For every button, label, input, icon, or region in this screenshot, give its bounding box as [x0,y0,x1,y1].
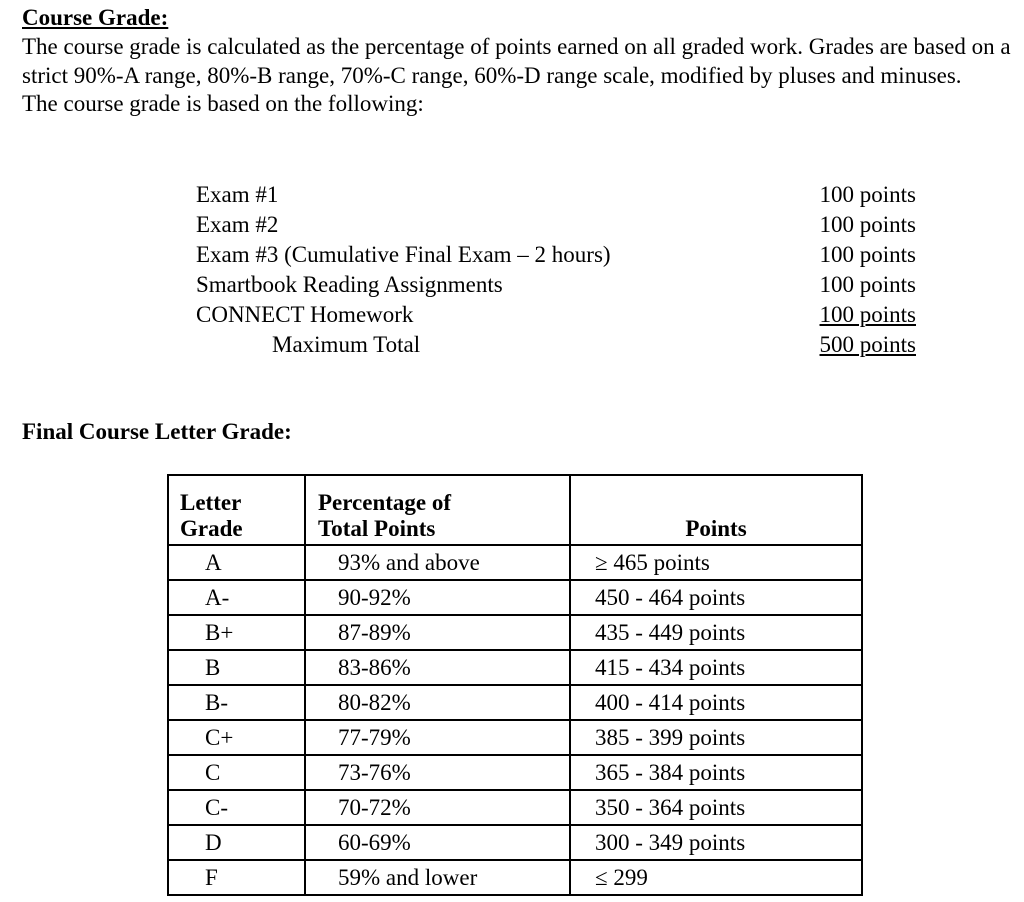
points-cell: 400 - 414 points [570,685,862,720]
letter-grade-cell: C+ [168,720,305,755]
table-row [168,860,862,895]
table-row [168,545,862,580]
table-row [168,580,862,615]
component-points: 100 points [819,182,916,207]
percentage-cell: 93% and above [305,545,570,580]
percentage-cell: 60-69% [305,825,570,860]
table-row [168,615,862,650]
points-cell: ≤ 299 [570,860,862,895]
table-row [168,790,862,825]
percentage-cell: 73-76% [305,755,570,790]
letter-grade-cell: D [168,825,305,860]
letter-grade-cell: B- [168,685,305,720]
percentage-cell: 77-79% [305,720,570,755]
grade-component-item [196,180,916,210]
points-cell: 350 - 364 points [570,790,862,825]
header-line: Grade [180,516,243,541]
points-cell: 365 - 384 points [570,755,862,790]
column-header-percentage [305,475,570,545]
maximum-total-row [196,330,916,360]
letter-grade-cell: F [168,860,305,895]
total-points: 500 points [819,332,916,357]
percentage-cell: 83-86% [305,650,570,685]
points-cell: 300 - 349 points [570,825,862,860]
grade-component-item [196,270,916,300]
table-row [168,650,862,685]
percentage-cell: 90-92% [305,580,570,615]
points-cell: 435 - 449 points [570,615,862,650]
final-grade-heading: Final Course Letter Grade: [22,419,292,444]
component-label: Exam #1 [196,182,279,207]
column-header-points [570,475,862,545]
total-label: Maximum Total [272,332,421,357]
percentage-cell: 80-82% [305,685,570,720]
letter-grade-cell: C- [168,790,305,825]
table-row [168,720,862,755]
letter-grade-cell: B+ [168,615,305,650]
table-header-row [168,475,862,545]
table-row [168,825,862,860]
letter-grade-cell: A- [168,580,305,615]
table-row [168,685,862,720]
header-line: Points [685,516,747,541]
header-line: Letter [180,490,242,515]
component-points: 100 points [819,212,916,237]
grading-scale-paragraph: The course grade is calculated as the percentage of points earned on all graded work. Grades are based on a strict 90%-A range, 80%-B range, 70%-C range, 60%-D range scale, modified by pluses and minuses. [22,34,1011,88]
points-cell: 385 - 399 points [570,720,862,755]
course-grade-heading: Course Grade: [22,5,169,30]
component-points: 100 points [819,302,916,327]
component-label: Exam #3 (Cumulative Final Exam – 2 hours) [196,242,611,267]
header-line: Total Points [318,516,436,541]
component-label: CONNECT Homework [196,302,414,327]
grade-component-item [196,300,916,330]
component-label: Exam #2 [196,212,279,237]
grade-component-item [196,240,916,270]
component-points: 100 points [819,242,916,267]
component-points: 100 points [819,272,916,297]
points-cell: 415 - 434 points [570,650,862,685]
percentage-cell: 70-72% [305,790,570,825]
header-line: Percentage of [318,490,452,515]
component-label: Smartbook Reading Assignments [196,272,503,297]
letter-grade-table [167,474,863,896]
grade-rows [168,545,862,895]
percentage-cell: 59% and lower [305,860,570,895]
table-row [168,755,862,790]
points-cell: ≥ 465 points [570,545,862,580]
letter-grade-cell: A [168,545,305,580]
letter-grade-cell: C [168,755,305,790]
grade-components-list [196,180,916,360]
percentage-cell: 87-89% [305,615,570,650]
column-header-letter-grade [168,475,305,545]
letter-grade-cell: B [168,650,305,685]
course-grade-description [22,33,1012,119]
points-cell: 450 - 464 points [570,580,862,615]
grade-basis-intro: The course grade is based on the following: [22,91,424,116]
grade-component-item [196,210,916,240]
